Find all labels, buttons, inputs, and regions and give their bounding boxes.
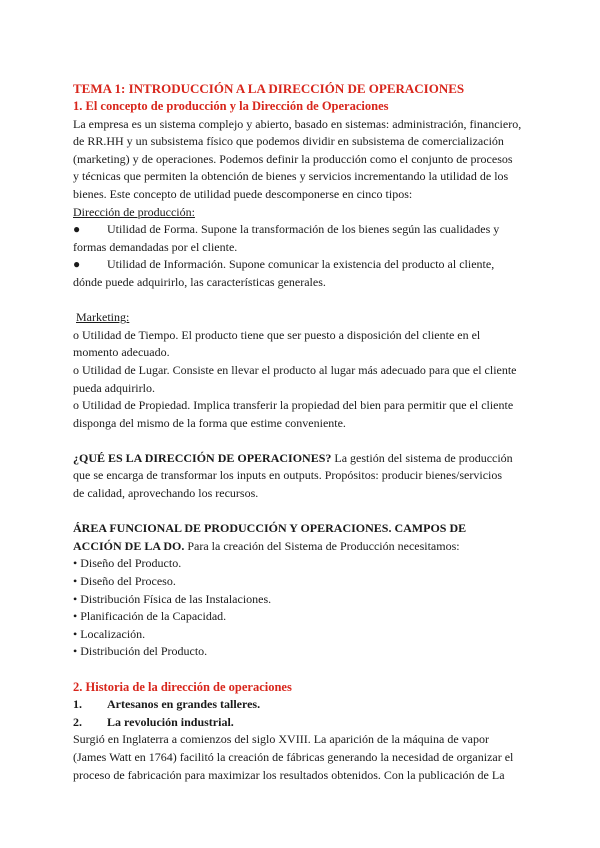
marketing-line: o Utilidad de Propiedad. Implica transferir la propiedad del bien para permitir que el cliente [73, 398, 514, 413]
intro-line: bienes. Este concepto de utilidad puede descomponerse en cinco tipos: [73, 186, 413, 201]
list-item [73, 256, 533, 274]
list-item-text: Utilidad de Forma. Supone la transformación de los bienes según las cualidades y [107, 222, 500, 237]
intro-line: (marketing) y de operaciones. Podemos definir la producción como el conjunto de procesos [73, 151, 513, 166]
dp-list [73, 221, 533, 291]
marketing-line: momento adecuado. [73, 345, 170, 360]
paragraph-line: (James Watt en 1764) facilitó la creación de fábricas generando la necesidad de organizar el [73, 749, 514, 764]
list-item-continuation: formas demandadas por el cliente. [73, 239, 238, 254]
list-item: • Distribución del Producto. [73, 644, 208, 659]
area-heading-line: ACCIÓN DE LA DO. [73, 538, 185, 553]
intro-line: de RR.HH y un subsistema físico que podemos dividir en subsistema de comercialización [73, 134, 504, 149]
list-item [73, 221, 533, 239]
list-item: • Distribución Física de las Instalaciones. [73, 591, 272, 606]
list-item: • Diseño del Producto. [73, 556, 182, 571]
bullet-icon: ● [73, 257, 81, 272]
intro-line: La empresa es un sistema complejo y abierto, basado en sistemas: administración, financiero, [73, 116, 522, 131]
section-1-intro [73, 116, 533, 204]
list-number: 2. [73, 714, 82, 729]
bullet-icon: ● [73, 222, 81, 237]
marketing-line: pueda adquirirlo. [73, 380, 155, 395]
document-title: TEMA 1: INTRODUCCIÓN A LA DIRECCIÓN DE OPERACIONES [73, 81, 465, 96]
list-number: 1. [73, 697, 82, 712]
marketing-line: o Utilidad de Tiempo. El producto tiene que ser puesto a disposición del cliente en el [73, 327, 481, 342]
marketing-line: disponga del mismo de la forma que estime conveniente. [73, 415, 346, 430]
que-es-line: de calidad, aprovechando los recursos. [73, 486, 259, 501]
que-es-heading: ¿QUÉ ES LA DIRECCIÓN DE OPERACIONES? [73, 450, 332, 465]
marketing-list [73, 327, 533, 433]
list-item-text: La revolución industrial. [107, 714, 234, 729]
list-item-continuation: dónde puede adquirirlo, las características generales. [73, 274, 326, 289]
list-item-text: Artesanos en grandes talleres. [107, 697, 261, 712]
que-es-paragraph [73, 450, 533, 503]
direccion-produccion-label: Dirección de producción: [73, 204, 195, 219]
list-item: • Planificación de la Capacidad. [73, 609, 227, 624]
marketing-label: Marketing: [76, 310, 130, 325]
paragraph-line: Surgió en Inglaterra a comienzos del siglo XVIII. La aparición de la máquina de vapor [73, 732, 489, 747]
list-item-text: Utilidad de Información. Supone comunicar la existencia del producto al cliente, [107, 257, 495, 272]
que-es-text: La gestión del sistema de producción [331, 450, 513, 465]
que-es-line: que se encarga de transformar los inputs en outputs. Propósitos: producir bienes/servicios [73, 468, 503, 483]
marketing-line: o Utilidad de Lugar. Consiste en llevar el producto al lugar más adecuado para que el cliente [73, 362, 517, 377]
section-2-heading: 2. Historia de la dirección de operaciones [73, 679, 292, 694]
paragraph-line: proceso de fabricación para maximizar los resultados obtenidos. Con la publicación de La [73, 767, 505, 782]
list-item [73, 714, 533, 732]
area-heading-line: ÁREA FUNCIONAL DE PRODUCCIÓN Y OPERACIONES. CAMPOS DE [73, 521, 467, 536]
list-item: • Localización. [73, 626, 146, 641]
intro-line: y técnicas que permiten la obtención de bienes y servicios incrementando la utilidad de los [73, 169, 509, 184]
historia-paragraph [73, 731, 533, 784]
section-1-heading: 1. El concepto de producción y la Dirección de Operaciones [73, 99, 389, 113]
marketing-label-row [73, 309, 533, 327]
historia-list [73, 696, 533, 731]
area-funcional-paragraph [73, 520, 533, 661]
list-item: • Diseño del Proceso. [73, 574, 176, 589]
area-text: Para la creación del Sistema de Producción necesitamos: [184, 538, 460, 553]
document-content [73, 80, 533, 784]
list-item [73, 696, 533, 714]
